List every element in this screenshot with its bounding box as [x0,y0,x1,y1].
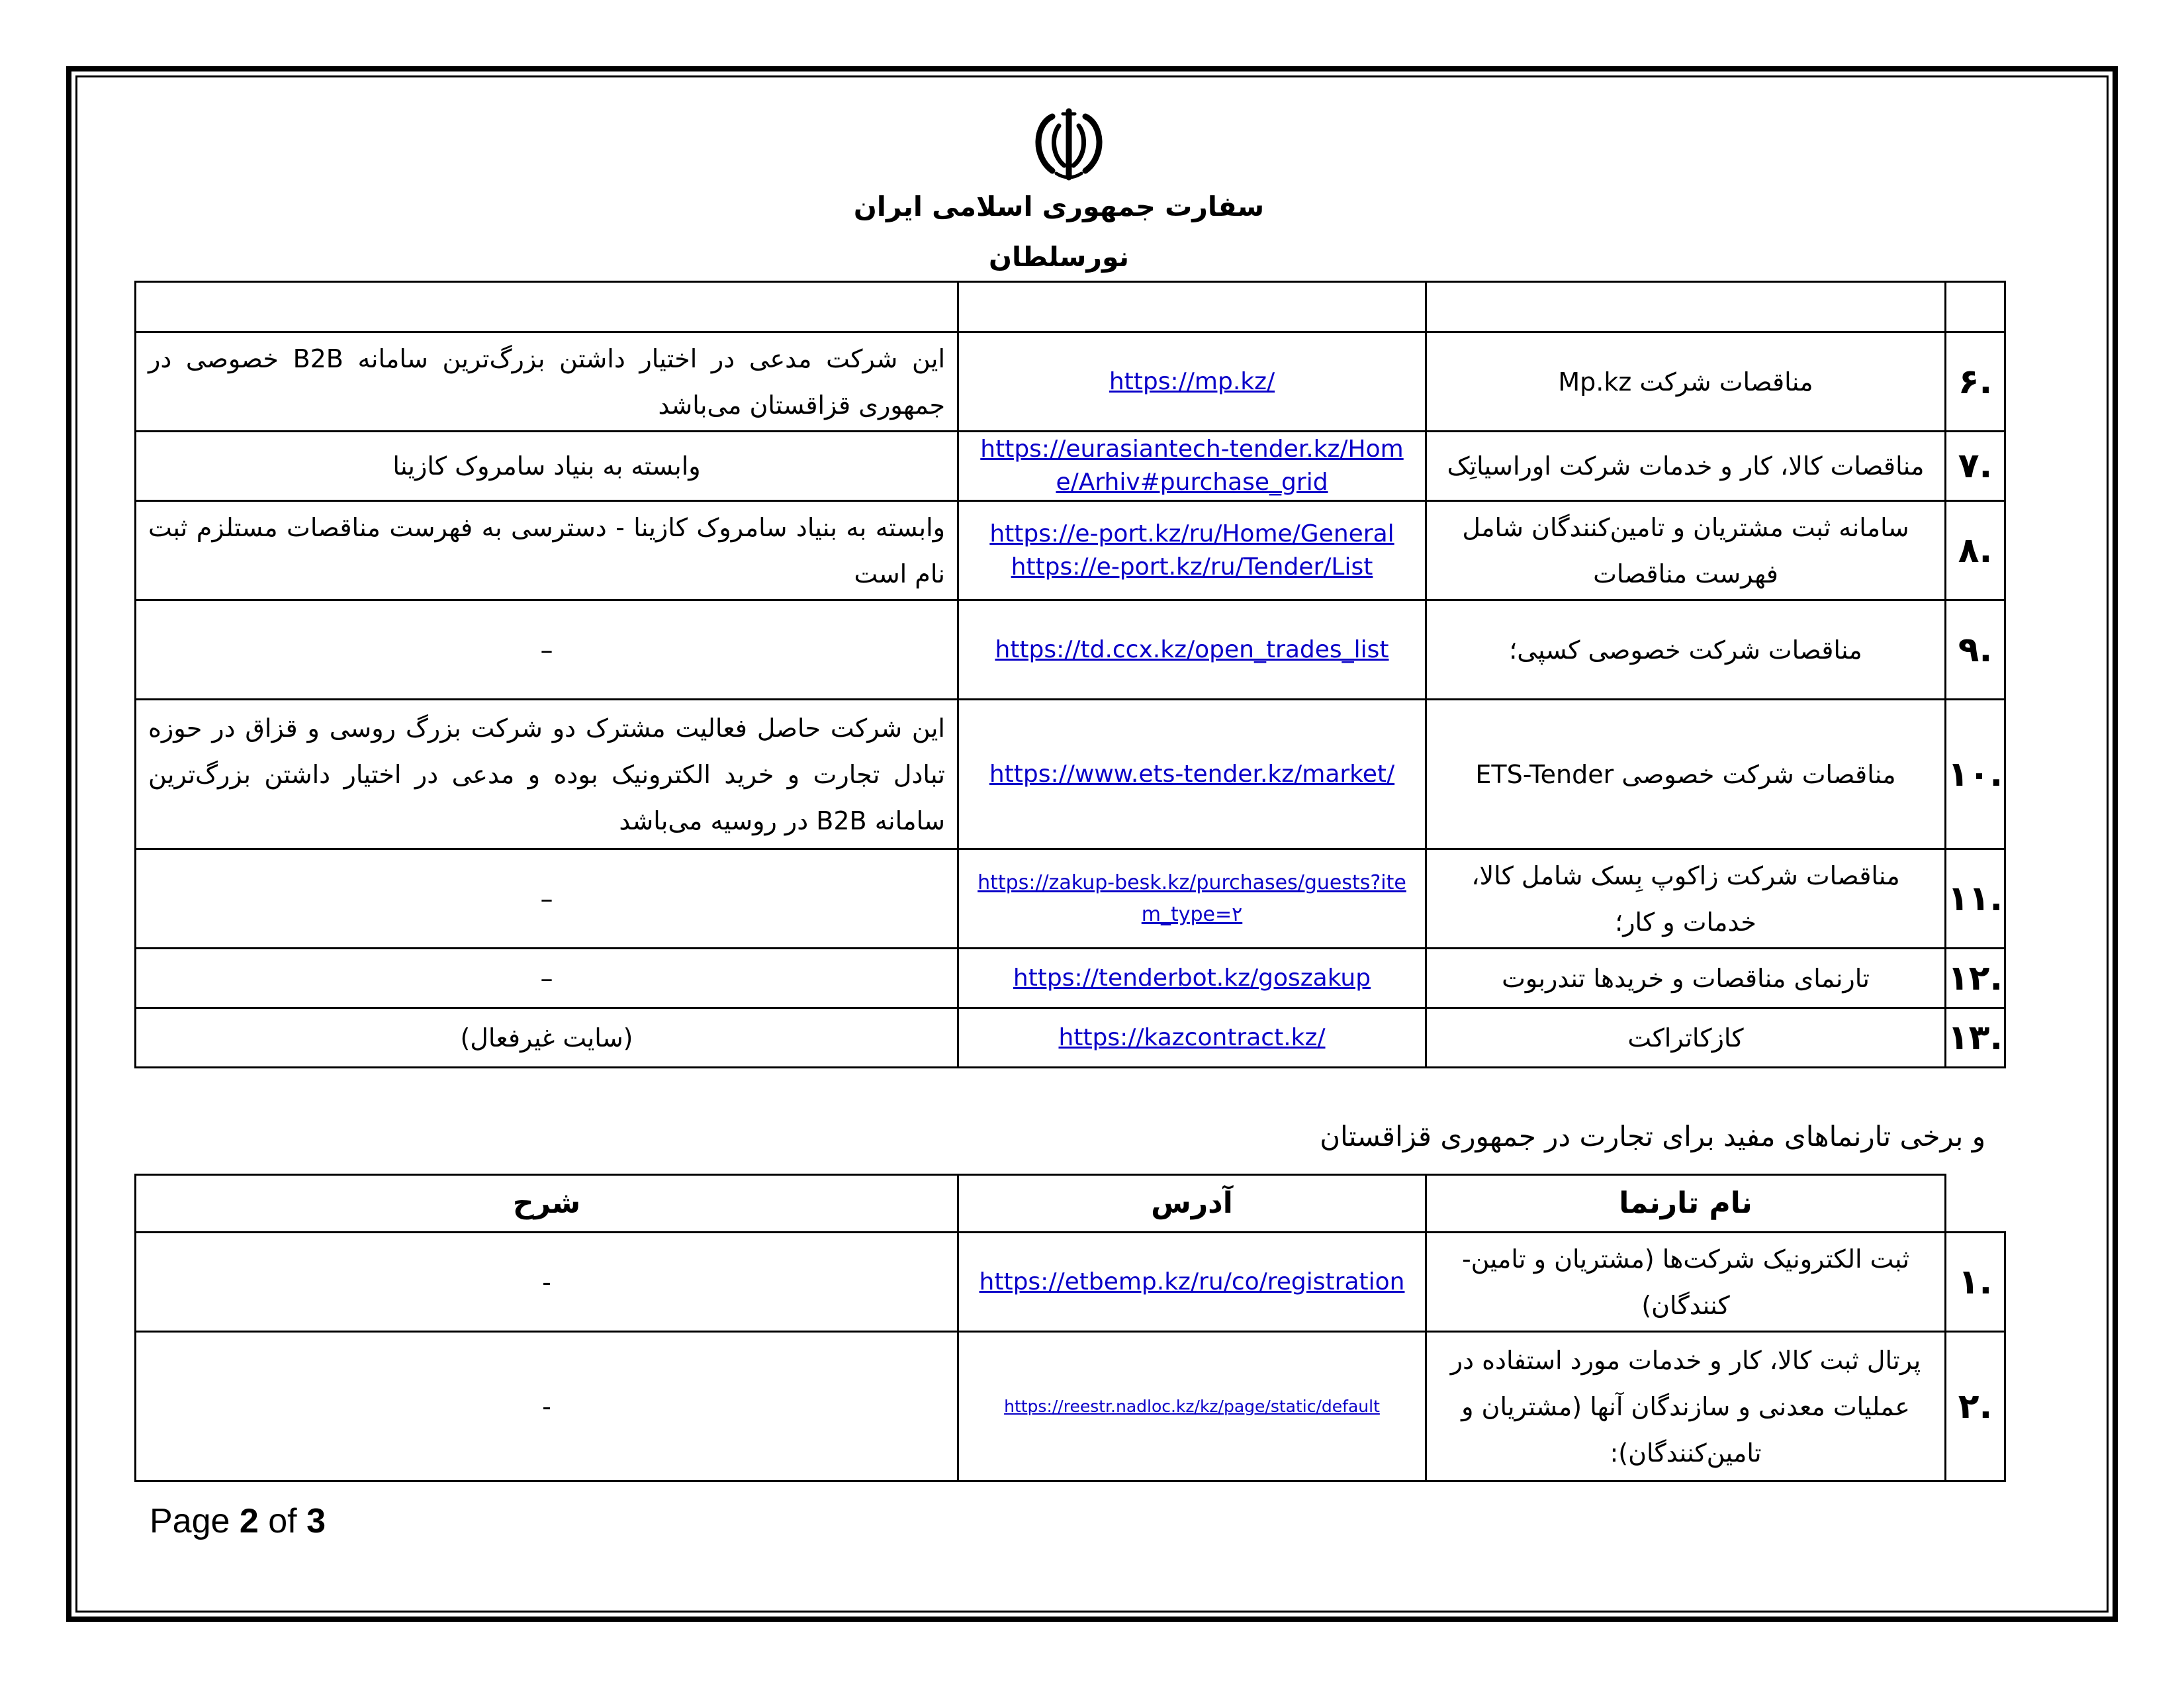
row-link[interactable]: https://www.ets-tender.kz/market/ [989,760,1395,788]
row-description: – [136,600,958,700]
row-link[interactable]: https://mp.kz/ [1109,367,1275,395]
footer-prefix: Page [150,1502,240,1540]
row-link[interactable]: https://e-port.kz/ru/Tender/List [1011,553,1373,581]
row-name: سامانه ثبت مشتریان و تامین‌کنندگان شامل فهرست مناقصات [1426,501,1946,600]
row-link[interactable]: https://etbemp.kz/ru/co/registration [979,1268,1405,1295]
table-row [136,501,2005,600]
row-number: .۷ [1946,432,2005,501]
row-link[interactable]: https://tenderbot.kz/goszakup [1013,964,1371,992]
row-name: مناقصات کالا، کار و خدمات شرکت اوراسیاتِک [1426,432,1946,501]
table-row [136,700,2005,849]
useful-sites-table [134,1174,2006,1482]
tenders-table [134,281,2006,1068]
row-description: (سایت غیرفعال) [136,1008,958,1068]
table-row [136,1233,2005,1332]
row-number: .۹ [1946,600,2005,700]
row-number: .۲ [1946,1332,2005,1481]
row-link[interactable]: https://e-port.kz/ru/Home/General [989,520,1394,547]
row-description: این شرکت حاصل فعالیت مشترک دو شرکت بزرگ روسی و قزاق در حوزه تبادل تجارت و خرید الکترونیک بوده و مدعی در اختیار داشتن بزرگ‌ترین سامانه B2B در روسیه می‌باشد [136,700,958,849]
row-number: .۱۱ [1946,849,2005,949]
row-number: .۱۲ [1946,949,2005,1008]
row-name: مناقصات شرکت زاکوپ بِسک شامل کالا، خدمات و کار؛ [1426,849,1946,949]
table-row [136,849,2005,949]
header-description: شرح [136,1175,958,1233]
row-number: .۶ [1946,332,2005,432]
footer-page-number: 2 [239,1502,259,1540]
table-row [136,332,2005,432]
iran-emblem-icon [1026,105,1112,183]
row-link[interactable]: https://zakup-besk.kz/purchases/guests?item_type=۲ [978,870,1406,926]
header-address: آدرس [958,1175,1426,1233]
row-name: پرتال ثبت کالا، کار و خدمات مورد استفاده در عملیات معدنی و سازندگان آنها (مشتریان و تامین‌کنندگان): [1426,1332,1946,1481]
row-name: مناقصات شرکت خصوصی ETS-Tender [1426,700,1946,849]
row-description: وابسته به بنیاد سامروک کازینا - دسترسی به فهرست مناقصات مستلزم ثبت نام است [136,501,958,600]
row-name: مناقصات شرکت Mp.kz [1426,332,1946,432]
row-number: .۱۰ [1946,700,2005,849]
footer-mid: of [258,1502,307,1540]
row-number: .۱ [1946,1233,2005,1332]
row-number: .۸ [1946,501,2005,600]
row-description: - [136,1233,958,1332]
row-name: کازکاتراکت [1426,1008,1946,1068]
footer-page-total: 3 [306,1502,326,1540]
row-description: این شرکت مدعی در اختیار داشتن بزرگ‌ترین سامانه B2B خصوصی در جمهوری قزاقستان می‌باشد [136,332,958,432]
header-name: نام تارنما [1426,1175,1946,1233]
row-description: – [136,849,958,949]
table-row [136,1008,2005,1068]
row-link[interactable]: https://eurasiantech-tender.kz/Home/Arhiv#purchase_grid [980,436,1404,496]
section-caption: و برخی تارنماهای مفید برای تجارت در جمهوری قزاقستان [1320,1120,1985,1152]
row-link[interactable]: https://kazcontract.kz/ [1058,1023,1326,1051]
table-row [136,1332,2005,1481]
table-row [136,432,2005,501]
table-row-empty [136,282,2005,332]
row-description: - [136,1332,958,1481]
row-description: – [136,949,958,1008]
row-name: مناقصات شرکت خصوصی کسپی؛ [1426,600,1946,700]
row-link[interactable]: https://td.ccx.kz/open_trades_list [995,635,1389,663]
embassy-city: نورسلطان [988,241,1130,273]
row-name: تارنمای مناقصات و خریدها تندربوت [1426,949,1946,1008]
row-description: وابسته به بنیاد سامروک کازینا [136,432,958,501]
row-number: .۱۳ [1946,1008,2005,1068]
table-header-row [136,1175,2005,1233]
row-name: ثبت الکترونیک شرکت‌ها (مشتریان و تامین-کنندگان) [1426,1233,1946,1332]
embassy-title: سفارت جمهوری اسلامی ایران [853,191,1265,222]
row-link[interactable]: https://reestr.nadloc.kz/kz/page/static/default [1004,1396,1380,1416]
table-row [136,949,2005,1008]
table-row [136,600,2005,700]
page-footer [150,1501,326,1541]
